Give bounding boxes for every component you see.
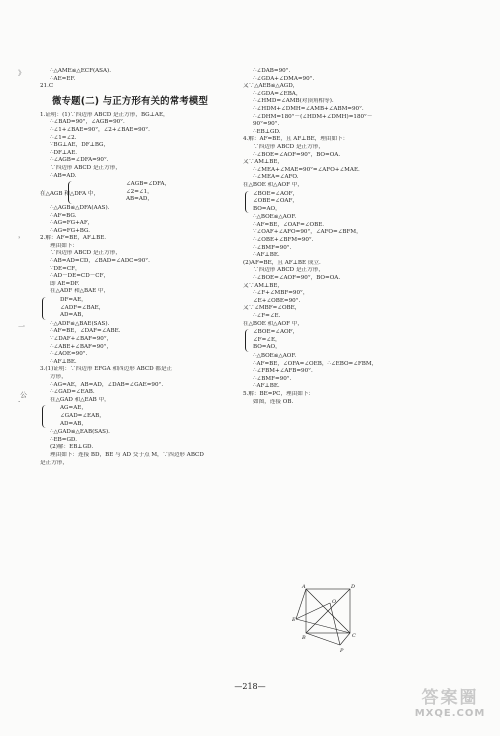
text-line: ∴∠AOE=90°. — [50, 351, 88, 358]
text-line: 5.解：BE=PC，理由如下： — [243, 390, 315, 397]
text-line: ∴AE=EF. — [50, 75, 76, 82]
text-line: 在△ADF 和△BAE 中， — [50, 288, 110, 295]
text-line: ∴AD－DE=CD－CF， — [50, 273, 110, 280]
segment-ae — [296, 589, 306, 619]
brace-item: ∠F=∠E， — [253, 336, 281, 343]
label-b: B — [302, 635, 306, 641]
brace-item: ∠GAD=∠EAB， — [60, 412, 105, 419]
text-line: ∴∠BAD=90°，∠AGB=90°. — [50, 119, 125, 126]
label-d: D — [351, 584, 356, 590]
text-line: 在△BOE 和△AOF 中， — [243, 320, 303, 327]
text-line: ∴△GAD≌△EAB(SAS). — [50, 429, 110, 436]
brace-item: ∠2=∠1， — [126, 188, 153, 195]
text-line: ∴AB=AD. — [50, 172, 77, 179]
watermark-url: MXQE.COM — [414, 708, 486, 719]
margin-mark: 》 — [18, 69, 25, 77]
segment-bp — [306, 633, 340, 645]
text-line: ∴AG=FG+AF， — [50, 220, 94, 227]
site-watermark — [404, 688, 496, 730]
margin-mark: 公 — [20, 391, 27, 399]
brace-item: AD=AB， — [60, 312, 87, 319]
text-line: ∴∠FBM+∠AFB=90°. — [253, 368, 313, 375]
text-line: ∴∠BMF=90°. — [253, 244, 292, 251]
brace-mark — [42, 405, 47, 428]
label-o: O — [332, 599, 337, 605]
text-line: ∴AF=BE，∠DAF=∠ABE. — [50, 328, 121, 335]
text-line: ∴∠HDM+∠DMH=∠AMB+∠ABM=90°. — [253, 105, 364, 112]
text-line: ∴∠ABE+∠BAF=90°， — [50, 343, 113, 350]
brace-item: ∠ADF=∠BAE， — [60, 304, 105, 311]
text-line: 21.C — [40, 83, 54, 90]
brace-item: ∠BOE=∠AOF， — [253, 190, 299, 197]
brace-mark — [245, 191, 250, 214]
text-line: ∴AF⊥BE. — [253, 383, 280, 390]
text-line: ∠E+∠OBE=90°. — [253, 297, 301, 304]
text-line: 如图，连接 OB. — [253, 398, 294, 405]
text-line: ∴∠DAB=90°. — [253, 68, 291, 74]
text-line: (2)AF=BE，且 AF⊥BE 成立. — [243, 259, 321, 266]
binding-margin-marks — [18, 60, 34, 660]
brace-item: AD=AB， — [60, 420, 87, 427]
text-line: (2)解：EB⊥GD. — [50, 444, 94, 451]
text-line: ∴∠1=∠2. — [50, 134, 77, 141]
geometry-figure — [292, 583, 364, 653]
text-line: ∵四边形 ABCD 是正方形， — [253, 143, 324, 150]
section-title: 微专题(二) 与正方形有关的常考模型 — [52, 95, 209, 107]
brace-mark — [42, 297, 47, 320]
label-e: E — [292, 617, 296, 623]
text-line: ∴AF⊥BE. — [253, 252, 280, 259]
text-line: ∵四边形 ABCD 是正方形， — [253, 267, 324, 274]
text-line: ∴AB=AD=CD，∠BAD=∠ADC=90°. — [50, 258, 150, 265]
text-line: 又∵△AEB≌△AGD， — [243, 83, 299, 90]
segment-cp — [340, 633, 350, 645]
text-line: 3.(1)证明：∵四边形 EFGA 和四边形 ABCD 都是正 — [40, 366, 173, 373]
label-a: A — [302, 584, 306, 590]
text-line: 理由如下：连接 BD，BE 与 AD 交于点 M，∵四边形 ABCD — [50, 451, 204, 458]
text-line: ∴DF⊥AE. — [50, 149, 78, 156]
margin-mark: ， — [18, 231, 25, 239]
text-line: ∴∠GDA+∠DMA=90°. — [253, 75, 315, 82]
text-line: ∴△AGB≌△DFA(AAS). — [50, 204, 110, 211]
text-line: ∴∠F+∠MBF=90°， — [253, 290, 309, 297]
text-line: ∴∠F=∠E. — [253, 313, 281, 319]
text-line: 是正方形， — [40, 459, 68, 466]
text-line: ∴AF⊥BE. — [50, 358, 77, 365]
brace-item: DF=AE， — [60, 297, 87, 304]
label-c: C — [352, 633, 356, 639]
brace-group — [40, 297, 236, 320]
text-line: 在△GAD 和△EAB 中， — [50, 396, 110, 403]
text-line: ∴△AME≌△ECF(ASA). — [50, 68, 111, 74]
text-line: 又∵AM⊥BE， — [243, 159, 284, 166]
brace-item: ∠AGB=∠DFA， — [126, 181, 171, 188]
text-line: ∴∠GAD=∠EAB. — [50, 389, 95, 396]
segment-ec — [296, 619, 350, 633]
brace-group — [40, 405, 236, 428]
brace-item: AG=AE， — [60, 405, 87, 412]
brace-item: AB=AD， — [126, 196, 153, 203]
text-line: ∵四边形 ABCD 是正方形， — [50, 164, 121, 171]
text-line: ∴AG=AE，AB=AD，∠DAB=∠GAE=90°. — [50, 381, 164, 388]
text-line: 1.证明：(1)∵四边形 ABCD 是正方形，BG⊥AE， — [40, 111, 169, 118]
text-line: ∴∠AGB=∠DFA=90°. — [50, 157, 109, 164]
text-line: ∴∠DHM=180°－(∠HDM+∠DMH)=180°－ — [253, 113, 373, 120]
segment-eo — [296, 603, 330, 619]
brace-lead: 在△AGB 和△DFA 中， — [40, 191, 100, 198]
text-line: ∵DE=CF， — [50, 265, 81, 272]
text-line: ∵∠OAF+∠AFO=90°，∠AFO=∠BFM， — [253, 229, 362, 236]
brace-item: ∠BOE=∠AOF， — [253, 329, 299, 336]
brace-item: BO=AO， — [253, 344, 281, 351]
text-line: ∴△BOE≌△AOF. — [253, 352, 297, 359]
page-number: —218— — [234, 682, 266, 691]
brace-group — [40, 181, 236, 204]
text-line: 4.解：AF=BE，且 AF⊥BE，理由如下： — [243, 136, 349, 143]
watermark-logo-text: 答案圈 — [421, 688, 479, 708]
text-line: 方形， — [50, 373, 67, 380]
text-line: ∴△ADF≌△BAE(SAS). — [50, 320, 110, 327]
text-line: ∴△BOE≌△AOF. — [253, 214, 297, 221]
text-line: ∴EB=GD. — [50, 436, 77, 443]
text-line: 即 AE=DF. — [50, 280, 80, 287]
text-line: ∴AG=FG+BG. — [50, 227, 91, 234]
left-column — [40, 68, 236, 467]
text-line: 2.解：AF=BE，AF⊥BE. — [40, 235, 107, 242]
right-column — [243, 68, 473, 406]
text-line: ∴∠OBE+∠BFM=90°. — [253, 237, 314, 244]
text-line: ∴∠BOE=∠AOF=90°，BO=OA. — [253, 151, 341, 158]
text-line: ∴AF=BE，∠OFA=∠OEB，∴∠EBO=∠FBM， — [253, 360, 378, 367]
brace-item: BO=AO， — [253, 205, 281, 212]
brace-group — [243, 329, 473, 352]
text-line: ∴EB⊥GD. — [253, 128, 281, 135]
text-line: 在△BOE 和△AOF 中， — [243, 181, 303, 188]
text-line: 90°=90°. — [253, 121, 280, 128]
text-line: ∴∠MEA=∠AFO. — [253, 174, 299, 181]
brace-item: ∠OBE=∠OAF， — [253, 198, 298, 205]
text-line: ∵BG⊥AE，DF⊥BG， — [50, 142, 110, 149]
text-line: ∴∠1+∠BAE=90°，∠2+∠BAE=90°. — [50, 126, 150, 133]
label-p: P — [340, 648, 344, 653]
text-line: ∴∠HMD=∠AMB(对顶角相等). — [253, 98, 334, 105]
brace-mark — [68, 181, 73, 204]
text-line: ∴∠MEA+∠MAE=90°=∠AFO+∠MAE. — [253, 166, 360, 173]
brace-mark — [245, 329, 250, 352]
brace-group — [243, 191, 473, 214]
text-line: ∴∠BMF=90°. — [253, 375, 292, 382]
margin-mark: 一 — [18, 323, 25, 331]
text-line: 又∵∠MBF=∠OBE， — [243, 305, 301, 312]
text-line: ∵四边形 ABCD 是正方形， — [50, 250, 121, 257]
text-line: 又∵AM⊥BE， — [243, 282, 284, 289]
margin-mark: · — [18, 398, 21, 406]
segment-op — [330, 603, 340, 645]
text-line: ∴AF=BG. — [50, 212, 77, 219]
text-line: ∴AF=BE，∠OAF=∠OBE. — [253, 221, 325, 228]
text-line: 理由如下： — [50, 242, 78, 249]
text-line: ∴∠GDA=∠EBA， — [253, 90, 302, 97]
text-line: ∵∠DAF+∠BAF=90°， — [50, 336, 113, 342]
text-line: ∴∠BOE=∠AOF=90°，BO=OA. — [253, 275, 341, 282]
